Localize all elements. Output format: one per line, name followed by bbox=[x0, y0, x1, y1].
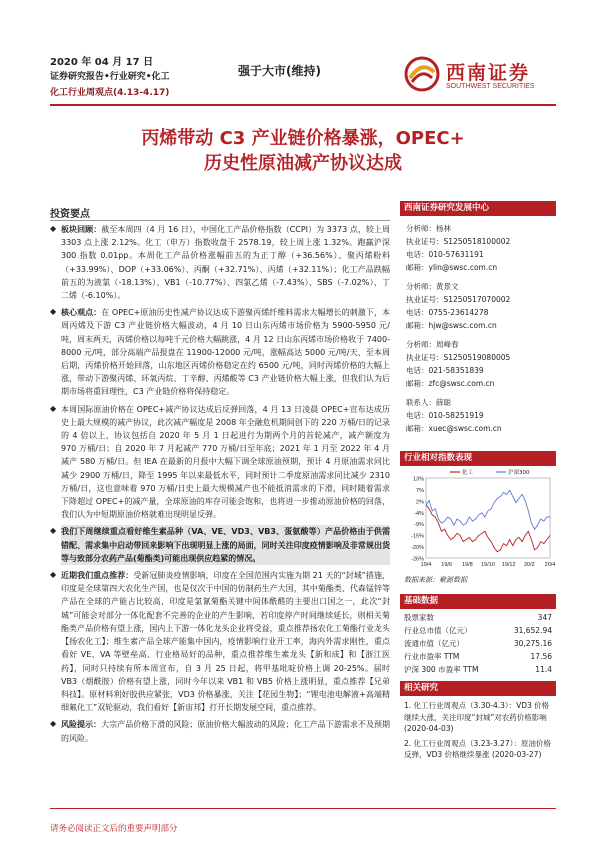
basic-data-row bbox=[400, 663, 556, 676]
related-item[interactable]: 2. 化工行业周观点（3.23-3.27）：原油价格反弹，VD3 价格继续暴涨 (2020-03-27) bbox=[404, 738, 551, 759]
paragraph bbox=[50, 306, 390, 398]
chart-panel bbox=[400, 451, 556, 583]
related-research-panel bbox=[400, 681, 556, 764]
chart-frame bbox=[426, 478, 550, 558]
analyst-block bbox=[400, 396, 556, 441]
logo-mark-icon bbox=[404, 56, 440, 92]
bullet-icon: ◆ bbox=[50, 403, 57, 413]
paragraph-head: 近期我们重点推荐： bbox=[61, 571, 134, 581]
basic-data-key: 流通市值（亿元） bbox=[404, 639, 464, 648]
analyst-line: 分析师：周峰春 bbox=[406, 340, 459, 349]
related-title: 相关研究 bbox=[400, 681, 556, 696]
basic-data-title: 基础数据 bbox=[400, 594, 556, 609]
bullet-icon: ◆ bbox=[50, 307, 57, 317]
x-tick-label: 19/4 bbox=[420, 562, 432, 568]
paragraph-body: 我们下周继续重点看好维生素品种（VA、VE、VD3、VB3、蛋氨酸等）产品价格由于供需错配、需求集中启动带回来影响下出现明显上涨的局面，同时关注印度疫情影响及非常规出货等与致部分农药产品(菊酯类)可能出现供应趋紧的情况。 bbox=[61, 527, 390, 563]
y-tick-label: -26% bbox=[411, 556, 424, 563]
paragraph-body: 受新冠肺炎疫情影响，印度在全国范围内实施为期 21 天的“封城”措施，印度是全球第四大农化生产国，也是仅次于中国的仿制药生产大国，其中菊酯类、代森锰锌等产品在全球的产能占比较高，印度是氯氰菊酯关键中间体酰醛的主要出口国之一，此次“封城”可能会对部分一体化配套不完善的企业的产生影响，若印度停产时间继续延长，则相关菊酯类产品价格有望上涨，国内上下游一体化龙头企业将受益，重点推荐扬农化工菊酯行业龙头【扬农化工】；维生素产品全球产能集中国内，疫情影响行业开工率，海内外需求刚性，重点看好 VE、VA 等壁垒高、行业格局好的品种，重点推荐维生素龙头【新和成】和【浙江医药】，同时只持续有所本周宣布，自 3 月 25 日起，将甲基吡啶价格上调 20-25%。届时 VB3（烟酰胺）价格有望上涨，同时今年以来 VB1 和 VB5 价格上涨明显，重点推荐【兄弟科技】。原材料利好胶供应紧张，VD3 价格暴涨，关注【花园生物】；“锂电池电解液+高端精细氟化工”双轮驱动，我们看好【新宙邦】打开长期发展空间，重点推荐。 bbox=[61, 571, 391, 713]
basic-data-row bbox=[400, 611, 556, 624]
y-tick-label: 2% bbox=[416, 499, 424, 506]
basic-data-key: 股票家数 bbox=[404, 613, 434, 622]
sidebar bbox=[400, 201, 556, 441]
section-rule bbox=[50, 220, 390, 221]
analyst-line: 电话：010-57631191 bbox=[406, 250, 484, 259]
analyst-line: 执业证号：S1250517070002 bbox=[406, 295, 511, 304]
analyst-line: 执业证号：S1250518100002 bbox=[406, 237, 511, 246]
report-date: 2020 年 04 月 17 日 bbox=[50, 57, 154, 68]
section-title: 投资要点 bbox=[50, 209, 90, 220]
paragraph bbox=[50, 569, 390, 714]
paragraph-body: 截至本周四（4 月 16 日），中国化工产品价格指数（CCPI）为 3373 点，较上周 3303 点上涨 2.12%。化工（申万）指数收盘于 2578.19，较上周上涨 1.32%。跑赢沪深 300 指数 0.01pp。本周化工产品价格涨幅前五的为正丁醇（+36.56%）、聚丙烯粉料（+33.99%）、DOP（+33.06%）、丙酮（+32.71%）、丙烯（+32.11%）；化工产品跌幅前五的为液氯（-18.13%）、VB1（-10.77%）、四氯乙烯（-7.43%）、SBS（-7.02%）、丁二烯（-6.10%）。 bbox=[61, 225, 391, 301]
analyst-list bbox=[400, 216, 556, 441]
y-tick-label: -15% bbox=[411, 533, 424, 540]
paragraph bbox=[50, 403, 390, 522]
analyst-line[interactable]: 邮箱：zfc@swsc.com.cn bbox=[406, 379, 495, 388]
related-item[interactable]: 1. 化工行业周观点（3.30-4.3）：VD3 价格继续大涨，关注印度“封城”对农药价格影响 (2020-04-03) bbox=[404, 701, 550, 733]
basic-data-row bbox=[400, 650, 556, 663]
analyst-line[interactable]: 邮箱：ylin@swsc.com.cn bbox=[406, 263, 498, 272]
analyst-line: 电话：021-58351839 bbox=[406, 366, 484, 375]
basic-data-value: 347 bbox=[537, 613, 552, 622]
paragraph-body: 本周国际原油价格在 OPEC+减产协议达成后反弹回落，4 月 13 日凌晨 OPEC+宣布达成历史上最大规模的减产协议，此次减产幅度是 2008 年全融危机期间创下的 220 万桶/日的记录的 4 倍以上，协议包括自 2020 年 5 月 1 日起进行为期两个月的首轮减产，减产额度为 970 万桶/日；自 2020 年 7 月起减产 770 万桶/日至年底；2021 年 1 月至 2022 年 4 月减产 580 万桶/日。但 IEA 在最新的月报中大幅下调全球原油预期，预计 4 月原油需求同比减少 2900 万桶/日，降至 1995 年以来最低水平，同时预计二季度原油需求同比减少 2310 万桶/日，这也意味着 970 万桶/日史上最大规模减产也不能抵消需求的下滑，同时随着需求下降超过 OPEC+的减产量，全球原油的库存可能会饱和，也将进一步推动原油价格的回落，我们认为中短期原油价格就难出现明显反弹。 bbox=[61, 404, 390, 520]
y-tick-label: -9% bbox=[414, 522, 424, 529]
rating: 强于大市(维持) bbox=[238, 64, 321, 78]
y-tick-label: -20% bbox=[411, 545, 424, 552]
analyst-line: 分析师：杨林 bbox=[406, 224, 451, 233]
basic-data-value: 30,275.16 bbox=[513, 639, 552, 648]
bullet-icon: ◆ bbox=[50, 570, 57, 580]
analyst-line[interactable]: 邮箱：xuec@swsc.com.cn bbox=[406, 424, 502, 433]
chart-source: 数据来源：聚源数据 bbox=[404, 576, 467, 584]
paragraph-text bbox=[61, 306, 390, 398]
paragraph-text bbox=[61, 569, 390, 714]
series-line-1 bbox=[426, 490, 550, 529]
paragraph bbox=[50, 525, 390, 565]
footer-rule bbox=[50, 808, 556, 809]
footer-disclaimer: 请务必阅读正文后的重要声明部分 bbox=[50, 824, 178, 834]
analyst-line: 分析师：黄景文 bbox=[406, 282, 459, 291]
y-tick-label: -4% bbox=[414, 510, 424, 517]
logo-en: SOUTHWEST SECURITIES bbox=[446, 83, 535, 90]
basic-data-value: 31,652.94 bbox=[513, 626, 552, 635]
paragraph-text bbox=[61, 525, 390, 565]
team-title: 西南证券研究发展中心 bbox=[400, 201, 556, 216]
basic-data-row bbox=[400, 624, 556, 637]
bullet-icon: ◆ bbox=[50, 719, 57, 729]
relative-index-chart bbox=[400, 466, 556, 571]
paragraph-head: 风险提示： bbox=[61, 720, 102, 730]
bullet-icon: ◆ bbox=[50, 526, 57, 536]
body-column bbox=[50, 223, 390, 749]
paragraph-body: 在 OPEC+原油历史性减产协议达成下游聚丙烯纤维料需求大幅增长的刺激下，本周丙烯及下游 C3 产业链价格大幅波动，4 月 10 日山东丙烯市场价格为 5900-5950 元/吨，周末两天，丙烯价格以每吨千元价格大幅跳涨，4 月 12 日山东丙烯市场价格收于 7400-8000 元/吨，部分高端产品报盘在 11900-12000 元/吨，涨幅高达 5000 元/吨/天，至本周后期，丙烯价格开始回落，山东地区丙烯价格稳定在约 6500 元/吨，同时丙烯价格的大幅上涨，带动下游聚丙烯、环氧丙烷、丁辛醇、丙烯酸等 C3 产业链价格大幅上涨，但我们认为后期市场将重回理性，C3 产业链价格将保持稳定。 bbox=[61, 308, 390, 397]
header-rule bbox=[50, 104, 556, 106]
y-tick-label: 13% bbox=[412, 476, 424, 483]
basic-data-key: 沪深 300 市盈率 TTM bbox=[404, 665, 479, 674]
paragraph-text bbox=[61, 718, 390, 744]
analyst-line: 电话：010-58251919 bbox=[406, 411, 484, 420]
analyst-block bbox=[400, 222, 556, 280]
x-tick-label: 20/4 bbox=[544, 562, 556, 568]
company-logo bbox=[404, 56, 554, 96]
x-tick-label: 19/8 bbox=[461, 562, 473, 568]
x-tick-label: 19/10 bbox=[481, 562, 495, 568]
basic-data-panel bbox=[400, 594, 556, 676]
paragraph bbox=[50, 223, 390, 302]
paragraph-text bbox=[61, 403, 390, 522]
analyst-line: 联系人：薛聪 bbox=[406, 398, 451, 407]
x-tick-label: 20/2 bbox=[523, 562, 535, 568]
logo-cn: 西南证券 bbox=[446, 62, 531, 84]
analyst-block bbox=[400, 280, 556, 338]
report-title-line1: 丙烯带动 C3 产业链价格暴涨，OPEC+ bbox=[141, 128, 465, 149]
basic-data-key: 行业总市值（亿元） bbox=[404, 626, 472, 635]
analyst-line[interactable]: 邮箱：hjw@swsc.com.cn bbox=[406, 321, 497, 330]
basic-data-row bbox=[400, 637, 556, 650]
basic-data-key: 行业市盈率 TTM bbox=[404, 652, 460, 661]
chart-title: 行业相对指数表现 bbox=[400, 451, 556, 466]
analyst-line: 执业证号：S1250519080005 bbox=[406, 353, 511, 362]
x-tick-label: 19/12 bbox=[501, 562, 516, 568]
weekly-title: 化工行业周观点(4.13-4.17) bbox=[50, 88, 170, 98]
basic-data-value: 17.56 bbox=[530, 652, 552, 661]
paragraph-head: 板块回顾： bbox=[61, 225, 102, 234]
paragraph-text bbox=[61, 223, 390, 302]
legend-label: 化工 bbox=[462, 470, 474, 476]
related-list bbox=[400, 696, 556, 761]
basic-data-list bbox=[400, 609, 556, 676]
analyst-line: 电话：0755-23614278 bbox=[406, 308, 489, 317]
paragraph bbox=[50, 718, 390, 744]
analyst-block bbox=[400, 338, 556, 396]
y-tick-label: 7% bbox=[416, 487, 424, 494]
paragraph-body: 大宗产品价格下滑的风险；原油价格大幅波动的风险；化工产品下游需求不及预期的风险。 bbox=[61, 720, 390, 743]
x-tick-label: 19/6 bbox=[441, 562, 453, 568]
bullet-icon: ◆ bbox=[50, 224, 57, 233]
report-title-line2: 历史性原油减产协议达成 bbox=[204, 153, 402, 174]
basic-data-value: 11.4 bbox=[535, 665, 552, 674]
paragraph-head: 核心观点： bbox=[61, 308, 102, 318]
legend-label: 沪深300 bbox=[508, 470, 530, 476]
report-type: 证券研究报告•行业研究•化工 bbox=[50, 72, 170, 82]
